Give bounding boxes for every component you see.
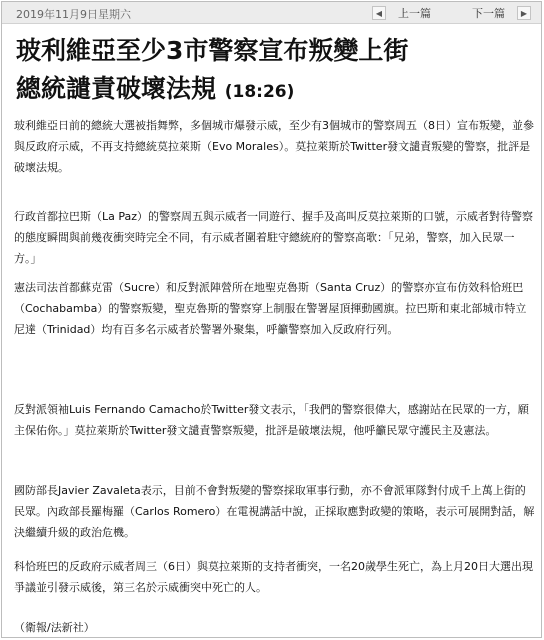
next-article-link[interactable] [472,5,531,21]
article-paragraph: 科恰班巴的反政府示威者周三（6日）與莫拉萊斯的支持者衝突，一名20歲學生死亡，為上月20日大選出現爭議並引發示威後，第三名於示威衝突中死亡的人。 [14,560,533,594]
article-paragraph: 憲法司法首都蘇克雷（Sucre）和反對派陣營所在地聖克魯斯（Santa Cruz）的警察亦宣布仿效科恰班巴（Cochabamba）的警察叛變，聖克魯斯的警察穿上制服在警署屋頂揮動國旗。拉巴斯和東北部城市特立尼達（Trinidad）均有百多名示威者於警署外聚集，呼籲警察加入反政府行列。 [14,281,527,336]
article-page [1,1,542,638]
headline-line-2: 總統譴責破壞法規 [16,74,217,103]
prev-article-link[interactable] [372,5,431,21]
article-paragraph: 反對派領袖Luis Fernando Camacho於Twitter發文表示，「我們的警察很偉大，感謝站在民眾的一方，願主保佑你。」莫拉萊斯於Twitter發文譴責警察叛變，批評是破壞法規，他呼籲民眾守護民主及憲法。 [14,403,529,437]
article-time: (18:26) [224,82,295,102]
chevron-left-icon[interactable]: ◀ [372,6,386,20]
article-paragraph: 行政首都拉巴斯（La Paz）的警察周五與示威者一同遊行、握手及高叫反莫拉萊斯的口號，示威者對待警察的態度瞬間與前幾夜衝突時完全不同，有示威者圍着駐守總統府的警察高歌：「兄弟，警察，加入民眾一方。」 [14,210,534,265]
prev-article-label[interactable]: 上一篇 [398,7,431,20]
article-paragraph: 國防部長Javier Zavaleta表示，目前不會對叛變的警察採取軍事行動，亦不會派軍隊對付成千上萬上街的民眾。內政部長羅梅羅（Carlos Romero）在電視講話中說，正採取應對政變的策略，表示可展開對話，解決繼續升級的政治危機。 [14,484,535,539]
article-date: 2019年11月9日星期六 [16,8,131,21]
top-bar [2,2,541,24]
article-source: （衛報/法新社） [14,621,95,634]
article-paragraph: 玻利維亞日前的總統大選被指舞弊，多個城市爆發示威，至少有3個城市的警察周五（8日）宣布叛變，並參與反政府示威，不再支持總統莫拉萊斯（Evo Morales）。莫拉萊斯於Twitter發文譴責叛變的警察，批評是破壞法規。 [14,119,534,174]
chevron-right-icon[interactable]: ▶ [517,6,531,20]
next-article-label[interactable]: 下一篇 [472,7,505,20]
article-headline [16,32,536,111]
headline-line-1: 玻利維亞至少3市警察宣布叛變上街 [16,36,409,65]
